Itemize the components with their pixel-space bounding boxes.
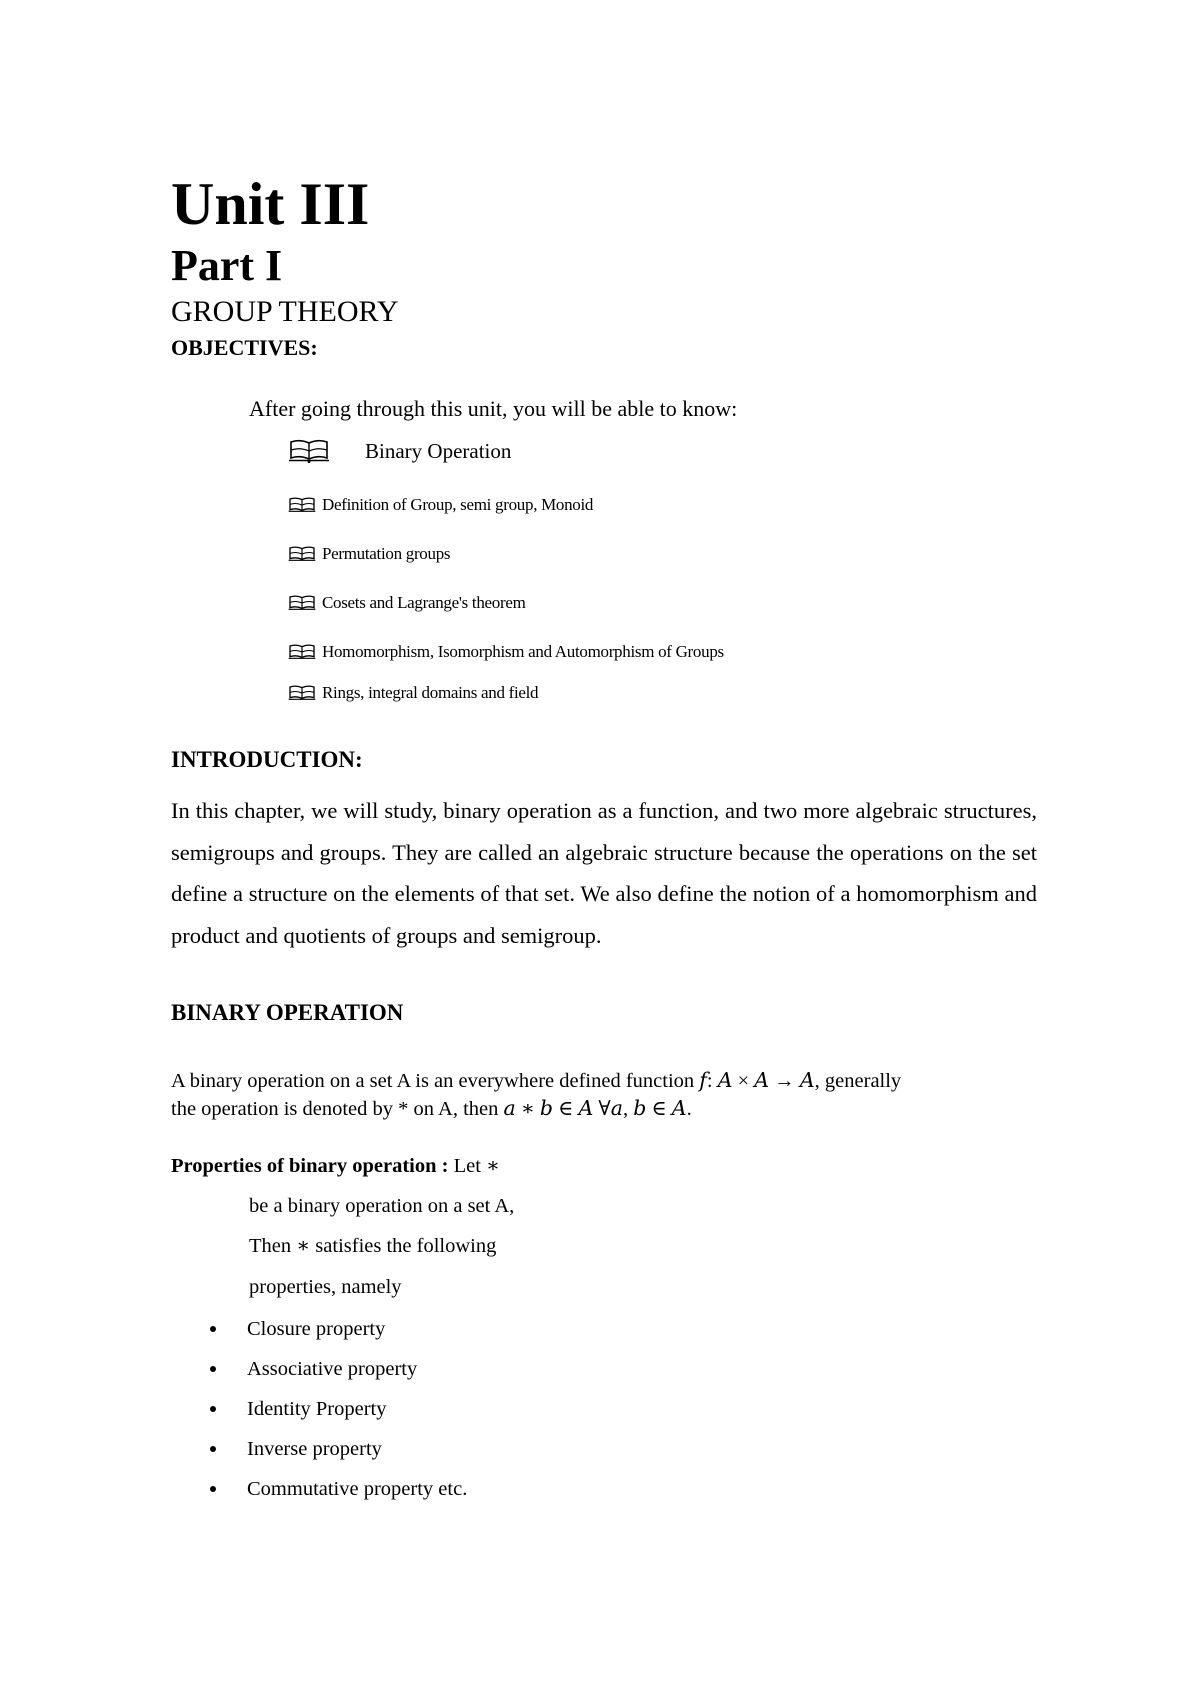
- objective-item-label: Definition of Group, semi group, Monoid: [322, 495, 594, 514]
- objective-item: [288, 495, 593, 515]
- part-title: Part I: [171, 241, 283, 290]
- properties-line: Then ∗ satisfies the following: [249, 1235, 497, 1257]
- bullet-icon: [210, 1406, 216, 1412]
- list-item: [210, 1435, 382, 1463]
- properties-line: be a binary operation on a set A,: [249, 1195, 515, 1217]
- list-item-label: Commutative property etc.: [247, 1478, 468, 1500]
- introduction-heading: INTRODUCTION:: [171, 747, 363, 772]
- unit-title: Unit III: [171, 171, 370, 237]
- bullet-icon: [210, 1446, 216, 1452]
- subject-title: GROUP THEORY: [171, 295, 399, 328]
- objective-item: [288, 593, 526, 613]
- list-item-label: Closure property: [247, 1318, 386, 1340]
- definition-line-2: the operation is denoted by * on A, then 𝑎 ∗ 𝑏 ∈ 𝐴 ∀𝑎, 𝑏 ∈ 𝐴.: [171, 1098, 692, 1120]
- list-item-label: Identity Property: [247, 1398, 387, 1420]
- objective-item: [288, 683, 538, 703]
- definition-line-1: A binary operation on a set A is an everywhere defined function 𝑓: 𝐴 × 𝐴 → 𝐴, generally: [171, 1070, 902, 1092]
- objective-item: [288, 544, 450, 564]
- book-icon: [288, 496, 316, 514]
- bullet-icon: [210, 1486, 216, 1492]
- objective-item-label: Rings, integral domains and field: [322, 683, 539, 702]
- book-icon: [288, 594, 316, 612]
- bullet-icon: [210, 1326, 216, 1332]
- introduction-paragraph: In this chapter, we will study, binary operation as a function, and two more algebraic structures, semigroups and groups. They are called an algebraic structure because the operations on the set define a structure on the elements of that set. We also define the notion of a homomorphism and product and quotients of groups and semigroup.: [171, 798, 1037, 948]
- list-item: [210, 1315, 385, 1343]
- list-item-label: Associative property: [247, 1358, 418, 1380]
- objectives-intro: After going through this unit, you will be able to know:: [249, 396, 738, 421]
- list-item: [210, 1395, 387, 1423]
- binary-operation-heading: BINARY OPERATION: [171, 1000, 404, 1025]
- book-icon: [288, 438, 330, 464]
- objective-item-label: Permutation groups: [322, 544, 451, 563]
- list-item-label: Inverse property: [247, 1438, 382, 1460]
- objective-item-label: Binary Operation: [365, 438, 512, 463]
- objective-item: [288, 642, 724, 662]
- objectives-heading: OBJECTIVES:: [171, 335, 318, 360]
- objective-item-label: Homomorphism, Isomorphism and Automorphism of Groups: [322, 642, 724, 661]
- list-item: [210, 1475, 467, 1503]
- properties-heading-rest: Let ∗: [448, 1155, 500, 1177]
- book-icon: [288, 545, 316, 563]
- properties-heading: [171, 1152, 500, 1180]
- book-icon: [288, 643, 316, 661]
- properties-heading-bold: Properties of binary operation :: [171, 1155, 449, 1177]
- properties-line: properties, namely: [249, 1276, 402, 1298]
- list-item: [210, 1355, 417, 1383]
- bullet-icon: [210, 1366, 216, 1372]
- objective-item-label: Cosets and Lagrange's theorem: [322, 593, 526, 612]
- book-icon: [288, 684, 316, 702]
- objective-item: [288, 438, 511, 464]
